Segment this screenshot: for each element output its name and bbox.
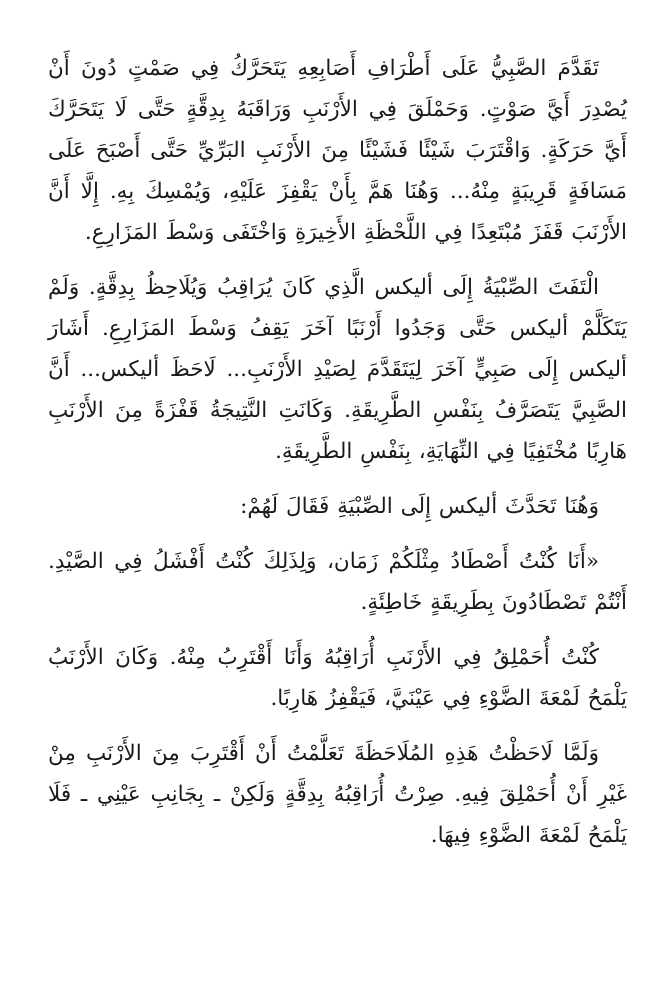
paragraph-4: «أَنَا كُنْتُ أَصْطَادُ مِثْلَكُمْ زَمَان، وَلِذَلِكَ كُنْتُ أَفْشَلُ فِي الصَّيْدِ. أَنْتُمْ تَصْطَادُونَ بِطَرِيقَةٍ خَاطِئَةٍ. [48,549,627,615]
paragraph-5: كُنْتُ أُحَمْلِقُ فِي الأَرْنَبِ أُرَاقِبُهُ وَأَنَا أَقْتَرِبُ مِنْهُ. وَكَانَ الأَرْنَبُ يَلْمَحُ لَمْعَةَ الضَّوْءِ فِي عَيْنَيَّ، فَيَقْفِزُ هَارِبًا. [48,645,627,711]
paragraph-6: وَلَمَّا لَاحَظْتُ هَذِهِ المُلَاحَظَةَ تَعَلَّمْتُ أَنْ أَقْتَرِبَ مِنَ الأَرْنَبِ مِنْ غَيْرِ أَنْ أُحَمْلِقَ فِيهِ. صِرْتُ أُرَاقِبُهُ بِدِقَّةٍ وَلَكِنْ ـ بِجَانِبِ عَيْنِي ـ فَلَا يَلْمَحُ لَمْعَةَ الضَّوْءِ فِيهَا. [48,741,627,848]
paragraph-3: وَهُنَا تَحَدَّثَ أليكس إِلَى الصِّبْيَةِ فَقَالَ لَهُمْ: [240,494,599,519]
paragraph-2: الْتَفَتَ الصِّبْيَةُ إِلَى أليكس الَّذِي كَانَ يُرَاقِبُ وَيُلَاحِظُ بِدِقَّةٍ. وَلَمْ يَتَكَلَّمْ أليكس حَتَّى وَجَدُوا أَرْنَبًا آخَرَ يَقِفُ وَسْطَ المَزَارِعِ. أَشَارَ أليكس إِلَى صَبِيٍّ آخَرَ لِيَتَقَدَّمَ لِصَيْدِ الأَرْنَبِ... لَاحَظَ أليكس... أَنَّ الصَّبِيَّ يَتَصَرَّفُ بِنَفْسِ الطَّرِيقَةِ. وَكَانَتِ النَّتِيجَةُ قَفْزَةً مِنَ الأَرْنَبِ هَارِبًا مُخْتَفِيًا فِي النِّهَايَةِ، بِنَفْسِ الطَّرِيقَةِ. [48,275,627,464]
paragraph-1: تَقَدَّمَ الصَّبِيُّ عَلَى أَطْرَافِ أَصَابِعِهِ يَتَحَرَّكُ فِي صَمْتٍ دُونَ أَنْ يُصْدِرَ أَيَّ صَوْتٍ. وَحَمْلَقَ فِي الأَرْنَبِ وَرَاقَبَهُ بِدِقَّةٍ حَتَّى لَا يَتَحَرَّكَ أَيَّ حَرَكَةٍ. وَاقْتَرَبَ شَيْئًا فَشَيْئًا مِنَ الأَرْنَبِ البَرِّيِّ حَتَّى أَصْبَحَ عَلَى مَسَافَةٍ قَرِيبَةٍ مِنْهُ... وَهُنَا هَمَّ بِأَنْ يَقْفِزَ عَلَيْهِ، وَيُمْسِكَ بِهِ. إِلَّا أَنَّ الأَرْنَبَ قَفَزَ مُبْتَعِدًا فِي اللَّحْظَةِ الأَخِيرَةِ وَاخْتَفَى وَسْطَ المَزَارِعِ. [48,56,627,245]
